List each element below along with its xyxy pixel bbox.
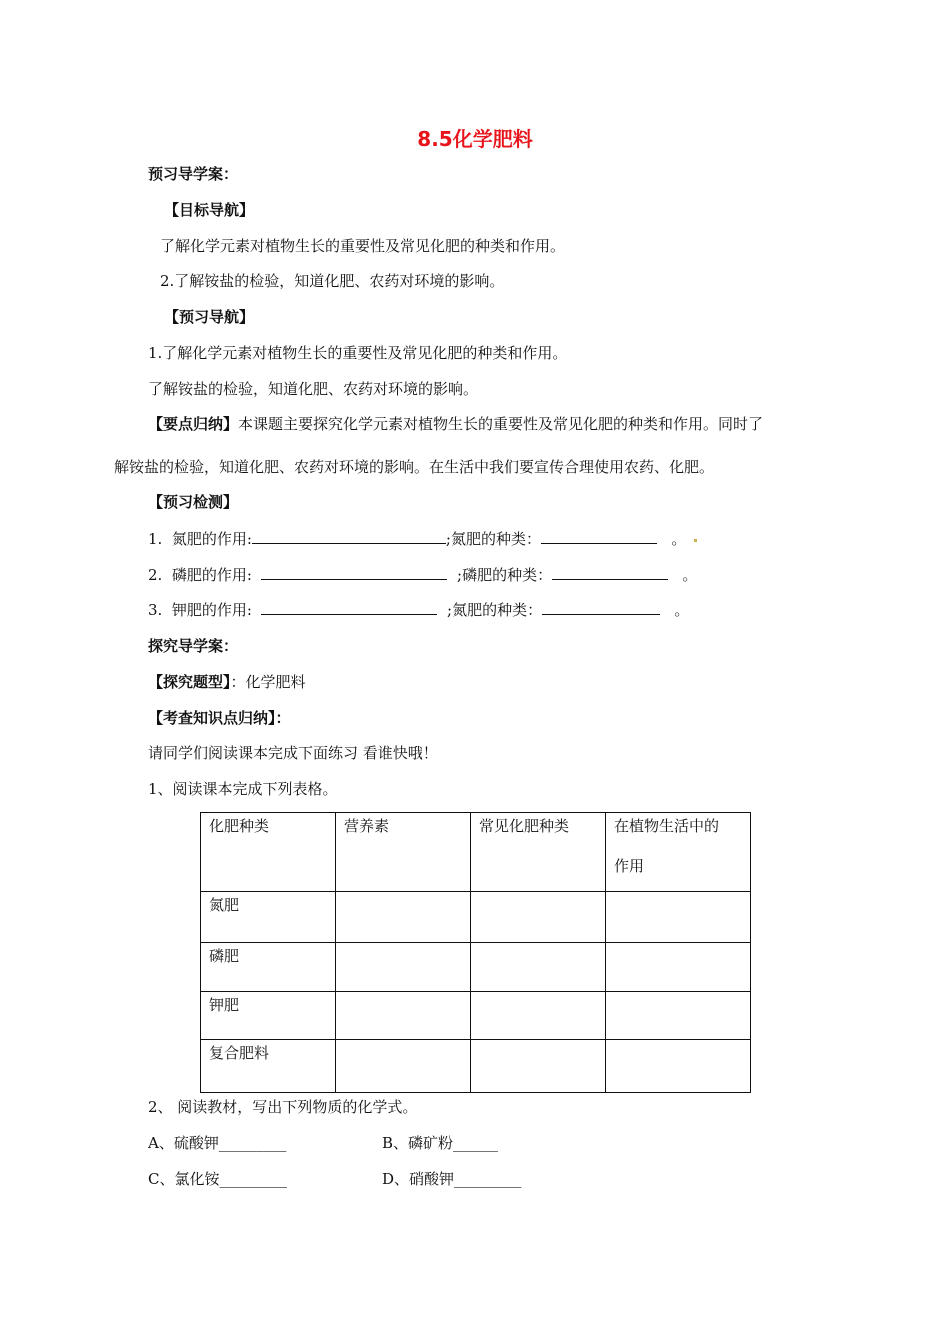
check-sep: ;: [447, 601, 453, 619]
check-sep: ;: [457, 566, 463, 584]
answer-blank[interactable]: [541, 528, 657, 544]
check-end: 。: [671, 530, 687, 548]
table-row-label: 氮肥: [201, 892, 336, 943]
answer-blank[interactable]: [252, 528, 446, 544]
table-row-label: 复合肥料: [201, 1040, 336, 1093]
table-row: [201, 943, 751, 992]
key-points-line-2: 解铵盐的检验，知道化肥、农药对环境的影响。在生活中我们要宣传合理使用农药、化肥。: [114, 458, 715, 476]
table-row: [201, 992, 751, 1040]
answer-blank[interactable]: [542, 599, 660, 615]
key-points-label: 【要点归纳】: [148, 415, 239, 433]
formula-blank[interactable]: _________: [219, 1170, 287, 1188]
table-cell[interactable]: [336, 992, 471, 1040]
check-sep: ;: [445, 530, 451, 548]
table-cell[interactable]: [471, 1040, 606, 1093]
table-cell[interactable]: [336, 1040, 471, 1093]
table-header-line: 在植物生活中的: [614, 817, 720, 835]
table-row: [201, 1040, 751, 1093]
speck: [694, 539, 697, 542]
table-cell[interactable]: [336, 892, 471, 943]
check-kind: 氮肥的种类：: [450, 530, 541, 548]
check-label: 磷肥的作用:: [171, 566, 252, 584]
formula-label: A、硫酸钾: [148, 1134, 219, 1152]
table-header-cell: 常见化肥种类: [471, 813, 606, 892]
table-cell[interactable]: [606, 1040, 751, 1093]
table-cell[interactable]: [471, 892, 606, 943]
check-num: 2.: [148, 566, 163, 584]
formula-item-a: [148, 1133, 286, 1153]
formula-item-d: [382, 1169, 522, 1189]
formula-blank[interactable]: ______: [453, 1134, 499, 1152]
page-title: 8.5化学肥料: [417, 127, 533, 151]
explore-type-value: ：化学肥料: [230, 673, 306, 691]
table-cell[interactable]: [471, 943, 606, 992]
preview-heading: 预习导学案：: [148, 165, 239, 183]
check-item-2: [148, 564, 697, 585]
answer-blank[interactable]: [261, 564, 447, 580]
table-row-label: 磷肥: [201, 943, 336, 992]
formula-label: C、氯化铵: [148, 1170, 220, 1188]
table-cell[interactable]: [606, 943, 751, 992]
question-2: 2、 阅读教材，写出下列物质的化学式。: [148, 1098, 418, 1116]
check-kind: 氮肥的种类：: [452, 601, 543, 619]
table-header-row: [201, 813, 751, 892]
table-row: [201, 892, 751, 943]
check-item-1: [148, 528, 697, 549]
key-points-line-1: [148, 414, 763, 434]
table-cell[interactable]: [471, 992, 606, 1040]
check-header: 【预习检测】: [148, 493, 239, 511]
table-header-line: 作用: [614, 857, 645, 875]
formula-item-b: [382, 1133, 498, 1153]
nav-item-2: 了解铵盐的检验，知道化肥、农药对环境的影响。: [148, 380, 479, 398]
fertilizer-table: [200, 812, 751, 1093]
formula-label: D、硝酸钾: [382, 1170, 455, 1188]
nav-header: 【预习导航】: [164, 308, 255, 326]
question-1: 1、阅读课本完成下列表格。: [148, 780, 338, 798]
nav-item-1: 1.了解化学元素对植物生长的重要性及常见化肥的种类和作用。: [148, 344, 568, 362]
explore-intro: 请同学们阅读课本完成下面练习 看谁快哦！: [148, 744, 438, 762]
answer-blank[interactable]: [261, 599, 437, 615]
explore-heading: 探究导学案：: [148, 637, 239, 655]
check-label: 氮肥的作用:: [171, 530, 252, 548]
explore-type-label: 【探究题型】: [148, 673, 231, 691]
check-num: 1.: [148, 530, 163, 548]
check-item-3: [148, 599, 689, 620]
check-label: 钾肥的作用:: [171, 601, 252, 619]
key-points-text: 本课题主要探究化学元素对植物生长的重要性及常见化肥的种类和作用。同时了: [238, 415, 764, 433]
check-kind: 磷肥的种类：: [462, 566, 553, 584]
goal-item-2: 2.了解铵盐的检验，知道化肥、农药对环境的影响。: [160, 272, 505, 290]
table-cell[interactable]: [606, 892, 751, 943]
knowledge-points-label: 【考查知识点归纳】: [148, 709, 276, 727]
answer-blank[interactable]: [552, 564, 668, 580]
table-header-cell: [606, 813, 751, 892]
check-end: 。: [682, 566, 698, 584]
formula-label: B、磷矿粉: [382, 1134, 454, 1152]
table-cell[interactable]: [606, 992, 751, 1040]
check-end: 。: [674, 601, 690, 619]
table-cell[interactable]: [336, 943, 471, 992]
knowledge-points-line: [148, 708, 291, 728]
formula-blank[interactable]: _________: [454, 1170, 522, 1188]
table-header-cell: 营养素: [336, 813, 471, 892]
formula-blank[interactable]: _________: [218, 1134, 287, 1152]
formula-item-c: [148, 1169, 287, 1189]
goal-item-1: 了解化学元素对植物生长的重要性及常见化肥的种类和作用。: [160, 237, 566, 255]
explore-type-line: [148, 672, 306, 692]
check-num: 3.: [148, 601, 163, 619]
table-row-label: 钾肥: [201, 992, 336, 1040]
knowledge-points-suffix: ：: [275, 709, 291, 727]
goal-header: 【目标导航】: [164, 201, 255, 219]
table-header-cell: 化肥种类: [201, 813, 336, 892]
